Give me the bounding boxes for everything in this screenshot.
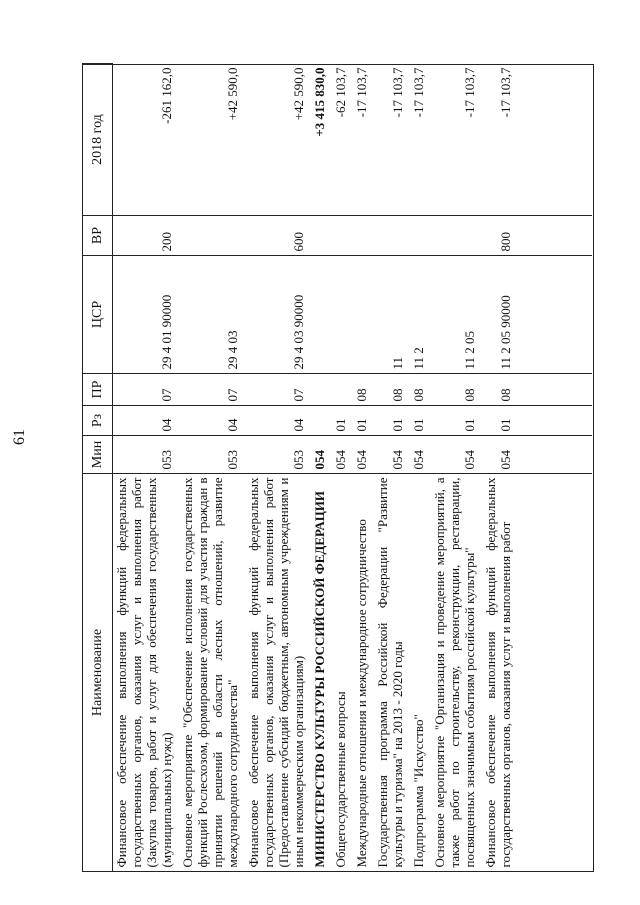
row-rz: 01 [462,418,477,432]
row-min: 054 [312,450,327,470]
row-rz: 04 [291,418,306,432]
row-vr [353,216,370,256]
row-vr [410,216,427,256]
table-row [179,64,241,872]
budget-table [82,63,518,872]
table-row [431,64,478,872]
row-value: +3 415 830,0 [312,67,327,137]
row-pr [311,374,328,406]
table-row [374,64,406,872]
row-min: 054 [498,450,513,470]
row-value: -17 103,7 [462,67,477,118]
page-number: 61 [11,429,28,445]
row-vr: 200 [159,232,174,252]
row-value: -62 103,7 [333,67,348,118]
table-row [410,64,427,872]
table-row [482,64,514,872]
row-min: 054 [354,450,369,470]
row-rz: 01 [411,418,426,432]
row-vr [332,216,349,256]
row-pr: 08 [354,388,369,402]
row-csr: 11 [390,356,405,370]
row-min: 054 [390,450,405,470]
row-min: 054 [411,450,426,470]
row-value: -17 103,7 [390,67,405,118]
row-spacer [514,64,518,872]
row-name: Международные отношения и международное сотрудничество [354,519,369,868]
row-csr [353,256,370,374]
row-pr: 07 [225,388,240,402]
table-row [332,64,349,872]
row-rz: 04 [225,418,240,432]
row-pr: 07 [291,388,306,402]
table-row [311,64,328,872]
row-pr: 08 [462,388,477,402]
row-csr: 11 2 [411,347,426,370]
row-value: -17 103,7 [411,67,426,118]
row-value: -17 103,7 [498,67,513,118]
col-header-vr: ВР [83,216,113,256]
row-pr: 07 [159,388,174,402]
col-header-rz: Рз [83,406,113,436]
row-vr [311,216,328,256]
row-csr: 29 4 01 90000 [159,294,174,370]
row-csr: 11 2 05 [462,330,477,370]
row-vr: 800 [498,232,513,252]
col-divider [82,473,592,474]
col-header-pr: ПР [83,374,113,406]
row-rz [311,406,328,436]
col-header-year: 2018 год [83,64,113,216]
row-name: Основное мероприятие "Обеспечение исполнения государственных функций Рослесхозом, формирование условий для участия граждан в принятии решений в области лесных отношений, развитие международного сотрудничества" [180,477,240,868]
table-body [113,64,519,872]
row-csr [332,256,349,374]
row-pr [332,374,349,406]
table-row [113,64,176,872]
col-divider [82,373,592,374]
row-vr [431,216,478,256]
row-name: Подпрограмма "Искусство" [411,714,426,868]
budget-table-sheet [82,64,594,872]
row-rz: 01 [333,418,348,432]
row-value: -261 162,0 [159,67,174,124]
row-min: 053 [225,450,240,470]
row-min: 054 [462,450,477,470]
row-name: Основное мероприятие "Организация и проведение мероприятий, а также работ по строительству, реконструкции, реставрации, посвященных значимым событиям российской культуры" [432,477,477,868]
col-divider [82,215,592,216]
row-vr [179,216,241,256]
table-row [245,64,307,872]
col-divider [82,405,592,406]
table-row [353,64,370,872]
col-header-name: Наименование [83,474,113,872]
row-vr [374,216,406,256]
row-csr: 11 2 05 90000 [498,295,513,370]
col-header-csr: ЦСР [83,256,113,374]
row-value: +42 590,0 [291,67,306,121]
row-rz: 04 [159,418,174,432]
row-name: Финансовое обеспечение выполнения функций федеральных государственных органов, оказания услуг и выполнения работ (Закупка товаров, работ и услуг для обеспечения государственных (муниципальных) нужд) [114,477,174,868]
row-vr: 600 [291,232,306,252]
col-divider [82,255,592,256]
table-header-row [83,64,113,872]
row-pr: 08 [498,388,513,402]
row-rz: 01 [354,418,369,432]
row-csr [311,256,328,374]
row-name: Финансовое обеспечение выполнения функций федеральных государственных органов, оказания услуг и выполнения работ [483,477,513,868]
col-header-min: Мин [83,436,113,474]
row-name: Общегосударственные вопросы [333,691,348,868]
row-csr: 29 4 03 [225,330,240,370]
row-rz: 01 [498,418,513,432]
col-divider [82,435,592,436]
row-value: -17 103,7 [354,67,369,118]
row-min: 054 [333,450,348,470]
row-csr: 29 4 03 90000 [291,294,306,370]
row-pr: 08 [390,388,405,402]
row-name: Государственная программа Российской Федерации "Развитие культуры и туризма" на 2013 - 2020 годы [375,477,405,868]
row-min: 053 [159,450,174,470]
row-min: 053 [291,450,306,470]
row-name: Финансовое обеспечение выполнения функций федеральных государственных органов, оказания услуг и выполнения работ (Предоставление субсидий бюджетным, автономным учреждениям и иным некоммерческим организациям) [246,477,306,868]
row-rz: 01 [390,418,405,432]
row-value: +42 590,0 [225,67,240,121]
row-pr: 08 [411,388,426,402]
row-name: МИНИСТЕРСТВО КУЛЬТУРЫ РОССИЙСКОЙ ФЕДЕРАЦИИ [312,490,327,868]
